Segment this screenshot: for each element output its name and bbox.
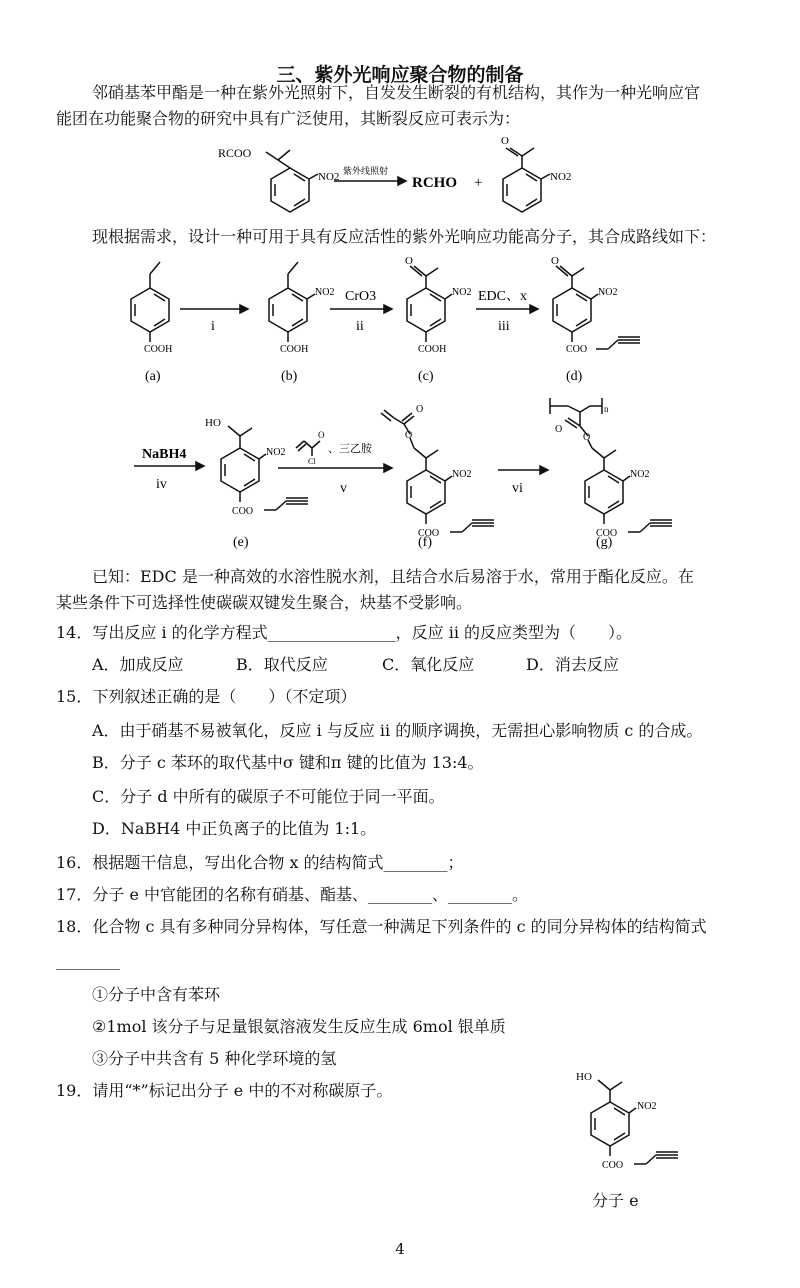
rcoo-label: RCOO: [218, 146, 252, 160]
no2-b: NO2: [315, 287, 335, 298]
coo-e: COO: [232, 506, 254, 517]
label-e: (e): [233, 535, 249, 550]
q18-condition-2: ②1mol 该分子与足量银氨溶液发生反应生成 6mol 银单质: [92, 1017, 506, 1036]
q18-condition-1: ①分子中含有苯环: [92, 985, 221, 1004]
step-iv-label: iv: [156, 477, 167, 492]
o-d: O: [551, 255, 559, 267]
known-line-2: 某些条件下可选择性使碳碳双键发生聚合，炔基不受影响。: [56, 593, 473, 612]
q15-option-a: A．由于硝基不易被氧化，反应 i 与反应 ii 的顺序调换，无需担心影响物质 c 的合成。: [92, 721, 703, 740]
q18-answer-blank: ________: [56, 951, 120, 970]
no2-e: NO2: [266, 447, 286, 458]
q16-stem: 16．根据题干信息，写出化合物 x 的结构简式________；: [56, 853, 464, 872]
coo-g: COO: [596, 528, 618, 539]
no2-label: NO2: [318, 171, 340, 183]
label-d: (d): [566, 369, 583, 384]
coo-f: COO: [418, 528, 440, 539]
plus-sign: +: [474, 175, 483, 191]
acyl-cl: Cl: [308, 457, 316, 466]
o-c: O: [405, 255, 413, 267]
intro-line-1: 邻硝基苯甲酯是一种在紫外光照射下，自发发生断裂的有机结构，其作为一种光响应官: [92, 83, 701, 102]
nabh4-reagent: NaBH4: [142, 447, 187, 462]
step-vi-label: vi: [512, 481, 523, 496]
acyl-o: O: [318, 430, 325, 440]
q19-stem: 19．请用“*”标记出分子 e 中的不对称碳原子。: [56, 1081, 393, 1100]
q14-option-d: D．消去反应: [526, 655, 619, 674]
q18-condition-3: ③分子中共含有 5 种化学环境的氢: [92, 1049, 337, 1068]
page-number: 4: [395, 1240, 405, 1258]
label-c: (c): [418, 369, 434, 384]
q17-stem: 17．分子 e 中官能团的名称有硝基、酯基、________、________。: [56, 885, 529, 904]
rcho-product: RCHO: [412, 175, 457, 191]
cro3-reagent: CrO3: [345, 289, 377, 304]
triethylamine: 、三乙胺: [328, 442, 372, 455]
label-f: (f): [418, 535, 432, 550]
step-iii-label: iii: [498, 319, 510, 334]
q15-option-b: B．分子 c 苯环的取代基中σ 键和π 键的比值为 13:4。: [92, 753, 484, 772]
q14-stem: 14．写出反应 i 的化学方程式________________，反应 ii 的反应类型为（ ）。: [56, 623, 633, 642]
o-f-2: O: [405, 430, 413, 441]
o-g-2: O: [583, 432, 591, 443]
step-v-label: v: [340, 481, 347, 496]
q14-option-b: B．取代反应: [236, 655, 328, 674]
section-title: 三、紫外光响应聚合物的制备: [276, 64, 524, 86]
step-i-label: i: [211, 319, 215, 334]
q15-option-c: C．分子 d 中所有的碳原子不可能位于同一平面。: [92, 787, 445, 806]
q18-stem: 18．化合物 c 具有多种同分异构体，写任意一种满足下列条件的 c 的同分异构体的结构简式: [56, 917, 707, 936]
edc-reagent: EDC、x: [478, 289, 527, 304]
o-g-1: O: [555, 424, 563, 435]
step-ii-label: ii: [356, 319, 364, 334]
no2-g: NO2: [630, 469, 650, 480]
q14-option-c: C．氧化反应: [382, 655, 475, 674]
q15-option-d: D．NaBH4 中正负离子的比值为 1:1。: [92, 819, 377, 838]
route-intro: 现根据需求，设计一种可用于具有反应活性的紫外光响应功能高分子，其合成路线如下：: [92, 227, 717, 246]
intro-line-2: 能团在功能聚合物的研究中具有广泛使用，其断裂反应可表示为：: [56, 109, 521, 128]
known-line-1: 已知：EDC 是一种高效的水溶性脱水剂，且结合水后易溶于水，常用于酯化反应。在: [92, 567, 694, 586]
o-f-1: O: [416, 404, 424, 415]
cooh-c: COOH: [418, 344, 447, 355]
label-g: (g): [596, 535, 613, 550]
n-subscript: n: [604, 404, 609, 414]
uv-arrow-label: 紫外线照射: [343, 167, 389, 177]
ho-fig: HO: [576, 1071, 592, 1083]
no2-f: NO2: [452, 469, 472, 480]
coo-d: COO: [566, 344, 588, 355]
cooh-b: COOH: [280, 344, 309, 355]
label-b: (b): [281, 369, 298, 384]
cooh-a: COOH: [144, 344, 173, 355]
no2-c: NO2: [452, 287, 472, 298]
q15-stem: 15．下列叙述正确的是（ ）（不定项）: [56, 687, 357, 706]
coo-fig: COO: [602, 1160, 624, 1171]
no2-fig: NO2: [637, 1101, 657, 1112]
carbonyl-o: O: [501, 135, 509, 147]
molecule-e-caption: 分子 e: [592, 1191, 639, 1210]
no2-d: NO2: [598, 287, 618, 298]
no2-label-2: NO2: [550, 171, 572, 183]
label-a: (a): [145, 369, 161, 384]
ho-e: HO: [205, 417, 221, 429]
q14-option-a: A．加成反应: [92, 655, 184, 674]
